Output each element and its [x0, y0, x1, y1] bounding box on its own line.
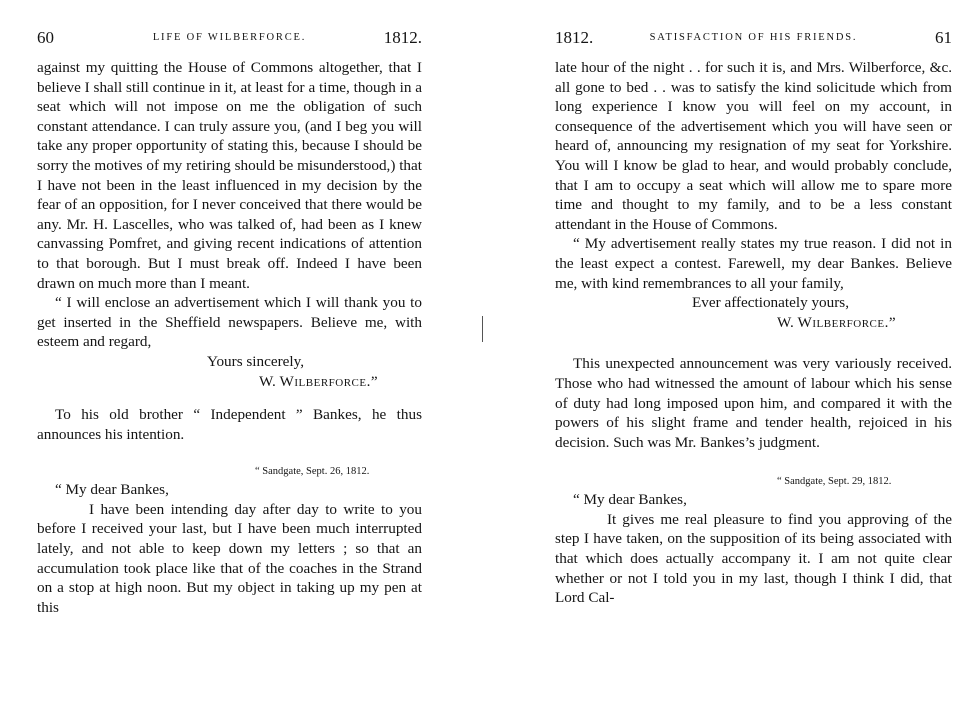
left-dateline: “ Sandgate, Sept. 26, 1812.	[255, 466, 370, 478]
left-header-year: 1812.	[383, 28, 422, 47]
right-page-number: 61	[935, 28, 952, 47]
right-header-year: 1812.	[555, 28, 594, 47]
right-running-title: SATISFACTION OF HIS FRIENDS.	[649, 32, 858, 43]
left-paragraph-1: against my quitting the House of Commons altogether, that I believe I shall still continue in it, at least for a time, though in a seat which will not impose on me the obligation of such constant attendance. I can truly assure you, (and I beg you will take any proper opportunity of stating this, because I should be sorry the motives of my retiring should be misunderstood,) that I have not been in the least influenced in my decision by the fear of an opposition, for I never conceived that there would be any. Mr. H. Lascelles, who was talked of, had been as I knew canvassing Pomfret, and giving recent indications of attention to that borough. But I must break off. Indeed I have been drawn on much more than I meant.	[37, 59, 422, 292]
gutter-mark	[482, 316, 483, 342]
right-page-body	[555, 58, 952, 608]
left-page-number: 60	[37, 28, 54, 47]
left-page-body	[37, 58, 422, 617]
left-paragraph-2: “ I will enclose an advertisement which I will thank you to get inserted in the Sheffield newspapers. Believe me, with esteem and regard,	[37, 294, 422, 351]
left-running-header	[37, 28, 422, 50]
right-dateline: “ Sandgate, Sept. 29, 1812.	[777, 476, 892, 488]
right-signature-name: Wilberforce.”	[797, 313, 897, 331]
left-letter-text: I have been intending day after day to write to you before I received your last, but I have been much interrupted lately, and not able to keep down my letters ; so that an accumulation took place like that of the coaches in the Strand on a stop at high noon. But my object in taking up my pen at this	[37, 500, 422, 616]
right-letter-closing: Ever affectionately yours,	[692, 294, 850, 312]
right-salutation: “ My dear Bankes,	[573, 491, 687, 509]
right-letter-text: It gives me real pleasure to find you approving of the step I have taken, on the supposition of its being associated with that which does actually accompany it. I am not quite clear whether or not I told you in my last, though I think I did, that Lord Cal-	[555, 510, 952, 607]
right-running-header	[555, 28, 952, 50]
left-page	[0, 0, 470, 705]
left-salutation: “ My dear Bankes,	[55, 481, 169, 499]
right-page	[510, 0, 980, 705]
right-signature-initial: W.	[777, 313, 794, 331]
right-paragraph-1: late hour of the night . . for such it is, and Mrs. Wilberforce, &c. all gone to bed . . was to satisfy the kind solicitude which from long experience I know you will feel on my account, in consequence of the advertisement which you will have seen or heard of, announcing my resignation of my seat for Yorkshire. You will I know be glad to hear, and would probably conclude, that I am to occupy a seat which will allow me to spare more time and thought to my family, and to be a less constant attendant in the House of Commons.	[555, 59, 952, 233]
left-letter-signature	[37, 372, 422, 392]
right-paragraph-2: “ My advertisement really states my true reason. I did not in the least expect a contest. Farewell, my dear Bankes. Believe me, with kind remembrances to all your family,	[555, 235, 952, 292]
left-signature-name: Wilberforce.”	[279, 372, 379, 390]
left-letter-closing: Yours sincerely,	[207, 352, 305, 370]
right-narrative: This unexpected announcement was very variously received. Those who had witnessed the amount of labour which his sense of duty had long imposed upon him, and compared it with the powers of his slight frame and tender health, rejoiced in his decision. Such was Mr. Bankes’s judgment.	[555, 355, 952, 451]
left-running-title: LIFE OF WILBERFORCE.	[152, 32, 307, 43]
left-spacer	[37, 391, 422, 405]
left-signature-initial: W.	[259, 372, 276, 390]
left-narrative: To his old brother “ Independent ” Bankes, he thus announces his intention.	[37, 406, 422, 443]
right-spacer	[555, 332, 952, 354]
right-letter-signature	[555, 313, 952, 333]
